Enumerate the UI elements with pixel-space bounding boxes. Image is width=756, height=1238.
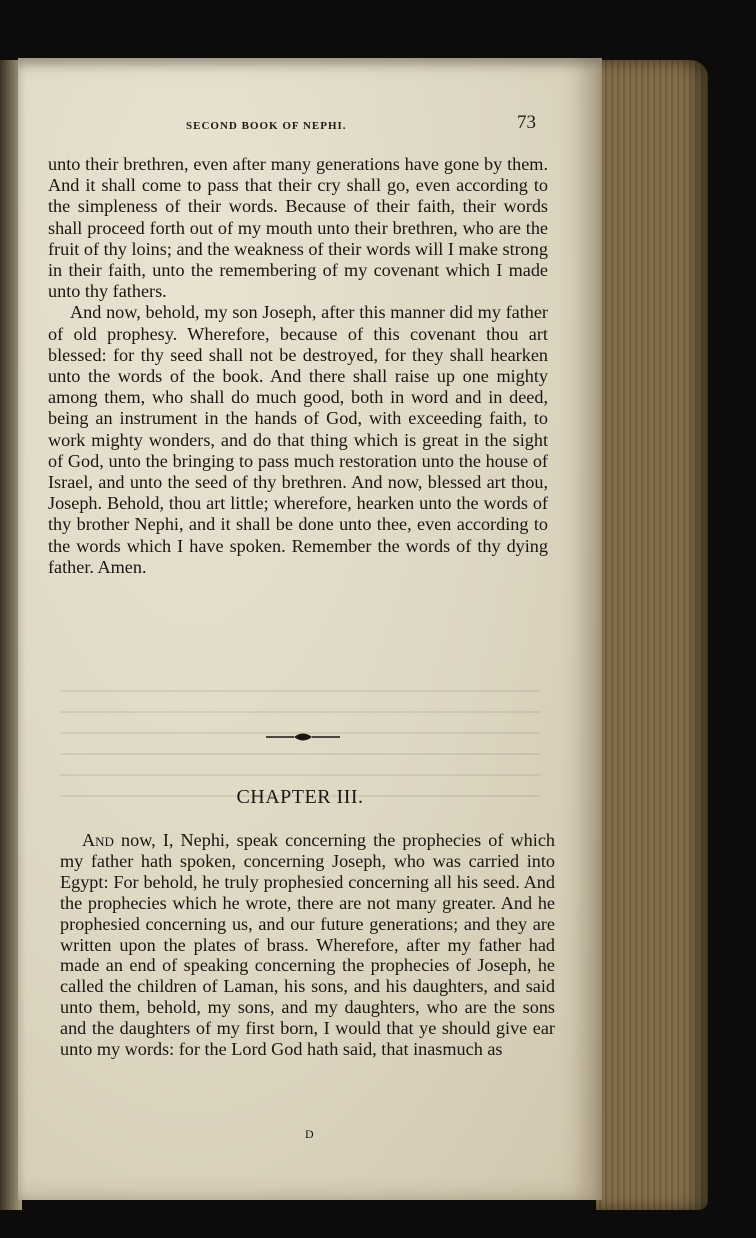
paragraph-2: And now, behold, my son Joseph, after this manner did my father of old prophesy. Wherefore, because of this covenant thou art blessed: for thy seed shall not be destroyed, for they shall hearken unto the words of the book. And there shall raise up one mighty among them, who shall do much good, both in word and in deed, being an instrument in the hands of God, with exceeding faith, to work mighty wonders, and do that thing which is great in the sight of God, unto the bringing to pass much restoration unto the house of Israel, and unto the seed of thy brethren. And now, blessed art thou, Joseph. Behold, thou art little; wherefore, hearken unto the words of thy brother Nephi, and it shall be done unto thee, even according to the words which I have spoken. Remember the words of thy dying father. Amen.: [48, 302, 548, 577]
ornament-rule-icon: [264, 730, 342, 744]
opening-word: And: [82, 830, 114, 850]
page-edges: [596, 60, 708, 1210]
signature-mark: D: [305, 1127, 314, 1141]
paragraph-1: unto their brethren, even after many generations have gone by them. And it shall come to pass that their cry shall go, even according to the simpleness of their words. Because of their faith, their words shall proceed forth out of my mouth unto their brethren, who are the fruit of thy loins; and the weakness of their words will I make strong in their faith, unto the remembering of my covenant which I made unto thy fathers.: [48, 154, 548, 302]
chapter-paragraph: [60, 830, 555, 1060]
page-number: 73: [517, 112, 536, 133]
chapter-heading: CHAPTER III.: [236, 786, 364, 808]
chapter-text: [60, 830, 555, 1060]
body-text: [48, 154, 548, 578]
chapter-paragraph-text: now, I, Nephi, speak concerning the prophecies of which my father hath spoken, concerning Joseph, who was carried into Egypt: For behold, he truly prophesied concerning all his seed. And the prophecies which he wrote, there are not many greater. And he prophesied concerning us, and our future generations; and they are written upon the plates of brass. Wherefore, after my father had made an end of speaking concerning the prophecies of Joseph, he called the children of Laman, his sons, and his daughters, and said unto them, behold, my sons, and my daughters, who are the sons and the daughters of my first born, I would that ye should give ear unto my words: for the Lord God hath said, that inasmuch as: [60, 830, 555, 1060]
running-head: SECOND BOOK OF NEPHI.: [186, 120, 347, 132]
